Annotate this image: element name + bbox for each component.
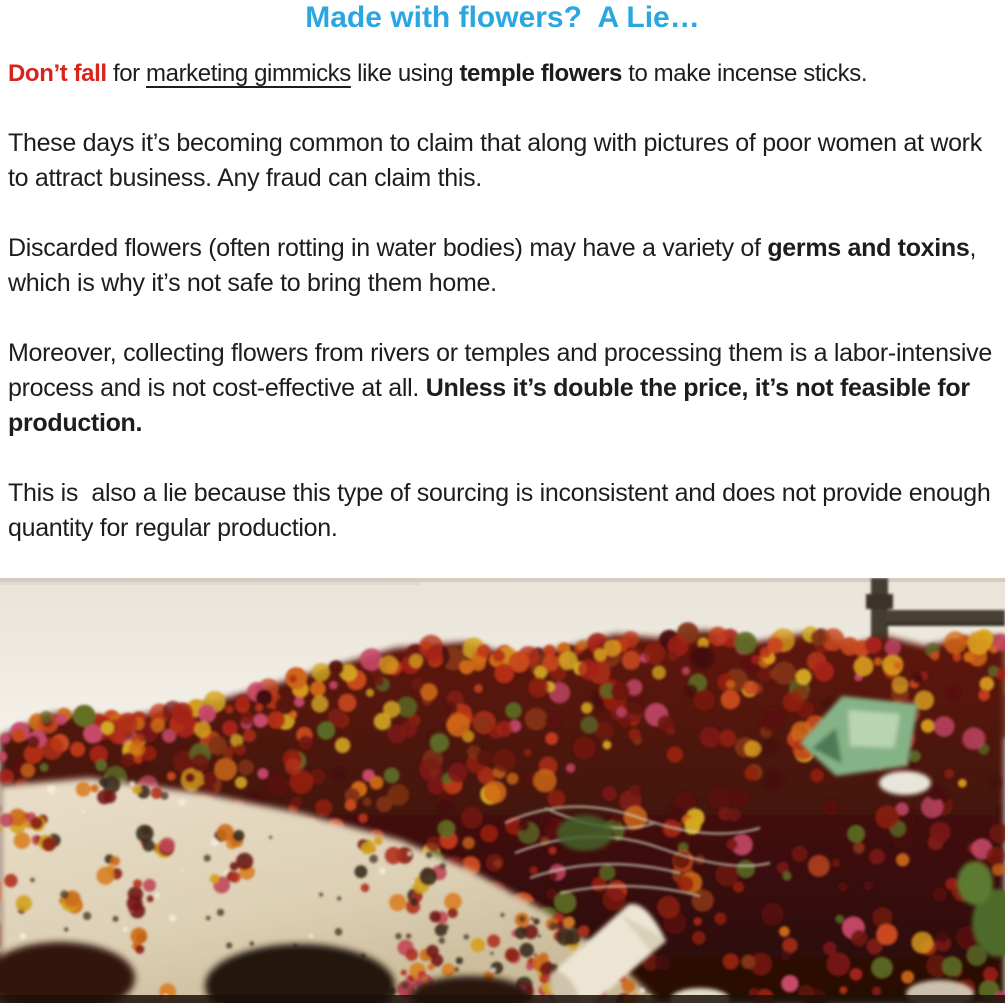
paragraph-text: like using	[350, 60, 460, 87]
paragraph-germs	[8, 231, 993, 301]
paragraph-text: Discarded flowers (often rotting in water bodies) may have a variety of	[8, 234, 768, 262]
paragraph-claims: These days it’s becoming common to claim that along with pictures of poor women at work to attract business. Any fraud can claim this.	[8, 129, 982, 192]
paragraph-sourcing: This is also a lie because this type of sourcing is inconsistent and does not provide enough quantity for regular production.	[8, 479, 998, 542]
paragraph-text: to make incense sticks.	[621, 60, 868, 87]
discarded-flowers-photo	[0, 578, 1005, 1003]
underlined-text: marketing gimmicks	[146, 60, 351, 87]
bold-text: temple flowers	[459, 60, 622, 87]
bold-text: Unless it’s double the price, it’s not feasible for production.	[8, 374, 970, 437]
paragraph-text: Moreover, collecting flowers from rivers or temples and processing them is a labor-intensive process and is not cost-effective at all.	[8, 339, 992, 402]
photo-bottom-edge	[0, 995, 1005, 1003]
paragraph-cost	[8, 336, 993, 441]
page-title: Made with flowers? A Lie…	[305, 1, 700, 34]
paragraph-text: for	[106, 60, 147, 87]
paragraph-text: , which is why it’s not safe to bring them home.	[8, 234, 977, 297]
warning-text: Don’t fall	[8, 60, 107, 87]
bold-text: germs and toxins	[767, 234, 970, 262]
paragraph-dont-fall	[8, 56, 993, 91]
